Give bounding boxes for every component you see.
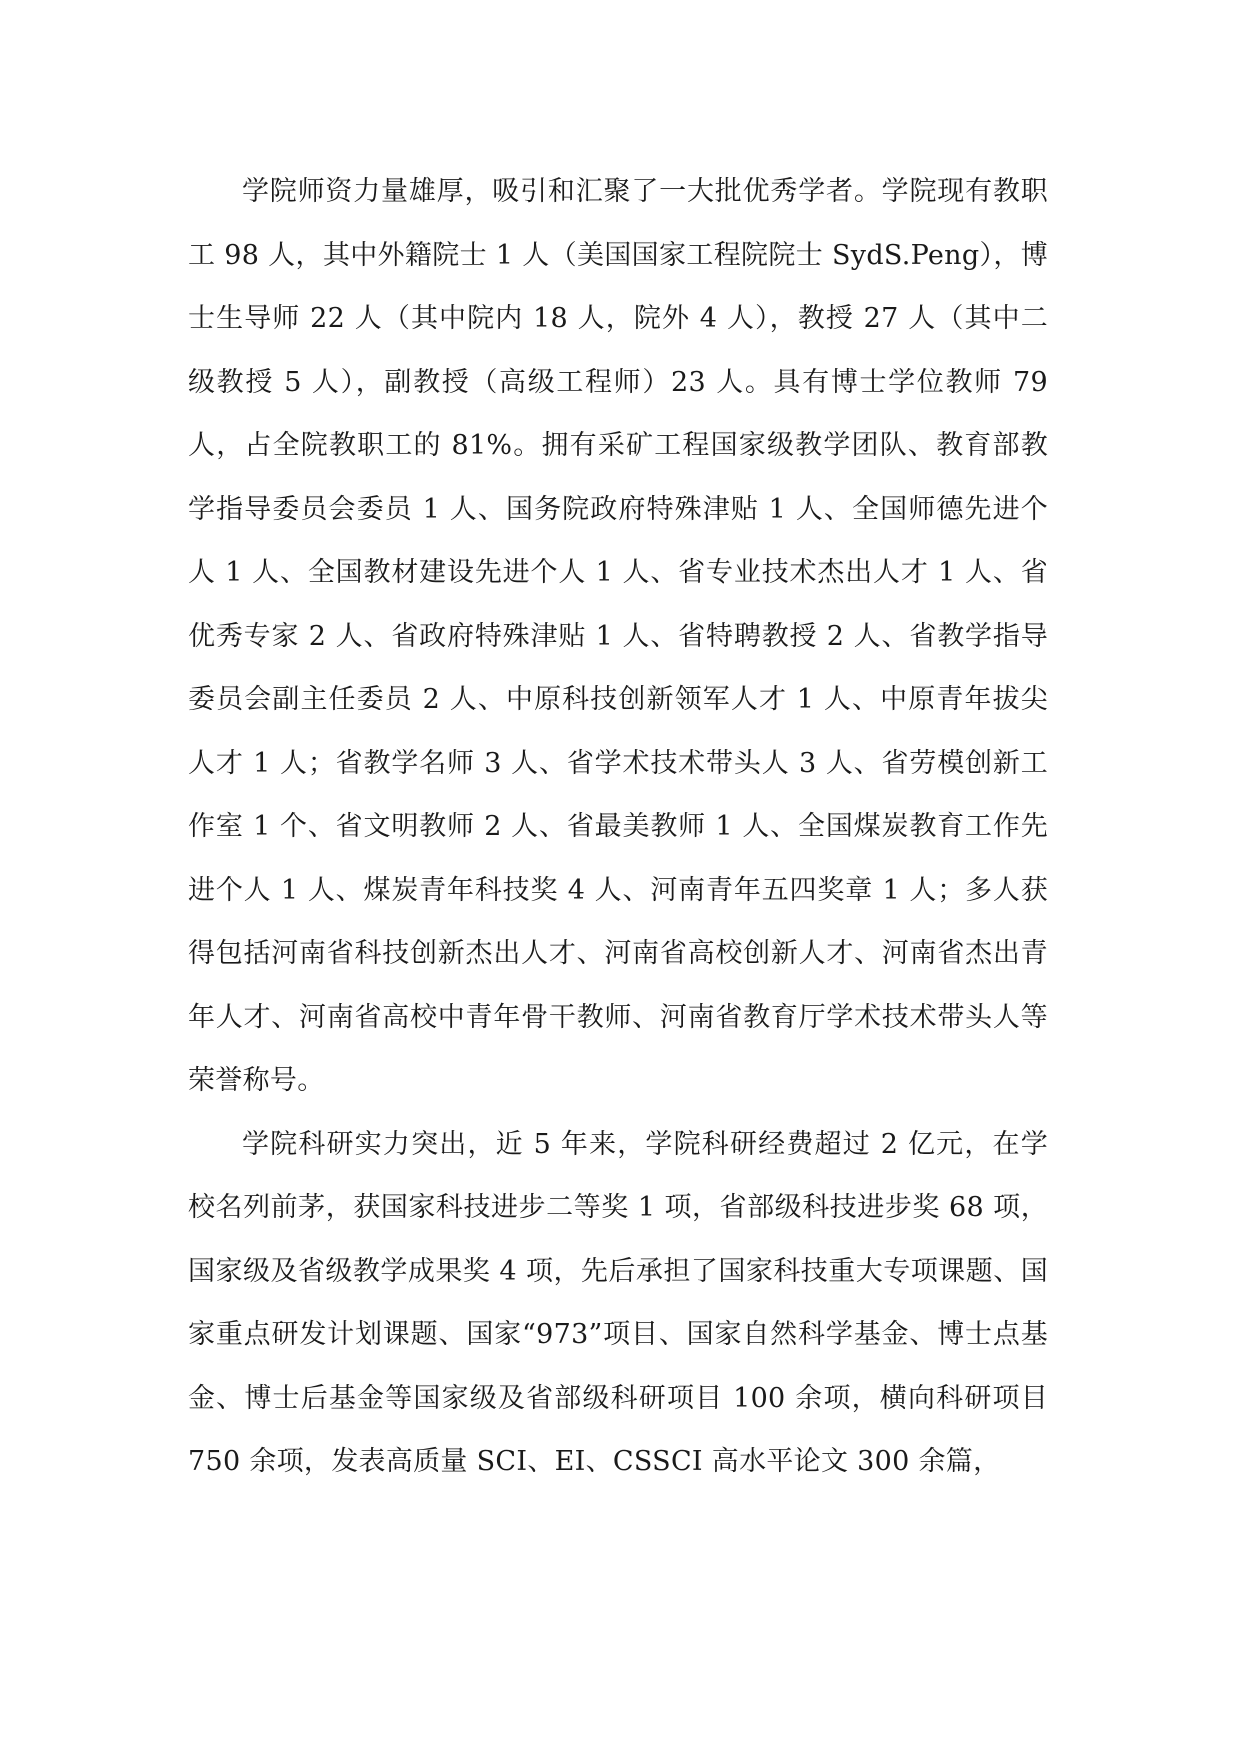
paragraph-research: 学院科研实力突出，近 5 年来，学院科研经费超过 2 亿元，在学校名列前茅，获国家科技进步二等奖 1 项，省部级科技进步奖 68 项，国家级及省级教学成果奖 4 项，先后承担了国家科技重大专项课题、国家重点研发计划课题、国家“973”项目、国家自然科学基金、博士点基金、博士后基金等国家级及省部级科研项目 100 余项，横向科研项目 750 余项，发表高质量 SCI、EI、CSSCI 高水平论文 300 余篇， (188, 1128, 1048, 1477)
document-page (188, 160, 1048, 1494)
paragraph-faculty: 学院师资力量雄厚，吸引和汇聚了一大批优秀学者。学院现有教职工 98 人，其中外籍院士 1 人（美国国家工程院院士 SydS.Peng），博士生导师 22 人（其中院内 18 人，院外 4 人），教授 27 人（其中二级教授 5 人），副教授（高级工程师）23 人。具有博士学位教师 79 人，占全院教职工的 81%。拥有采矿工程国家级教学团队、教育部教学指导委员会委员 1 人、国务院政府特殊津贴 1 人、全国师德先进个人 1 人、全国教材建设先进个人 1 人、省专业技术杰出人才 1 人、省优秀专家 2 人、省政府特殊津贴 1 人、省特聘教授 2 人、省教学指导委员会副主任委员 2 人、中原科技创新领军人才 1 人、中原青年拔尖人才 1 人；省教学名师 3 人、省学术技术带头人 3 人、省劳模创新工作室 1 个、省文明教师 2 人、省最美教师 1 人、全国煤炭教育工作先进个人 1 人、煤炭青年科技奖 4 人、河南青年五四奖章 1 人；多人获得包括河南省科技创新杰出人才、河南省高校创新人才、河南省杰出青年人才、河南省高校中青年骨干教师、河南省教育厅学术技术带头人等荣誉称号。 (188, 176, 1048, 1096)
